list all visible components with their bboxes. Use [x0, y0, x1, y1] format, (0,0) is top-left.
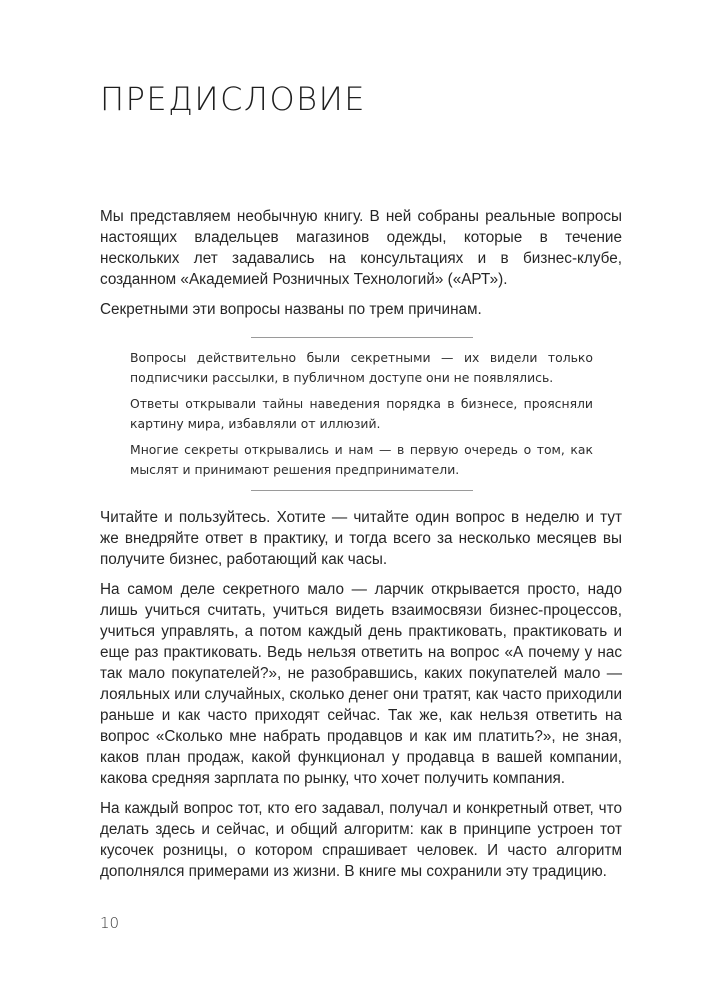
- page-number: 10: [100, 914, 120, 932]
- body-paragraph: На самом деле секретного мало — ларчик открывается просто, надо лишь учиться считать, учиться видеть взаимосвязи бизнес-процессов, учиться управлять, а потом каждый день практиковать, практиковать и еще раз практиковать. Ведь нельзя ответить на вопрос «А почему у нас так мало покупателей?», не разобравшись, каких покупателей мало — лояльных или случайных, сколько денег они тратят, как часто приходили раньше и как часто приходят сейчас. Так же, как нельзя ответить на вопрос «Сколько мне набрать продавцов и как им платить?», не зная, каков план продаж, какой функционал у продавца в вашей компании, какова средняя зарплата по рынку, что хочет получить компания.: [100, 581, 622, 787]
- callout-box: [130, 337, 593, 491]
- callout-item: Вопросы действительно были секретными — их видели только подписчики рассылки, в публичном доступе они не появлялись.: [130, 350, 593, 385]
- intro-paragraph: Мы представляем необычную книгу. В ней собраны реальные вопросы настоящих владельцев магазинов одежды, которые в течение нескольких лет задавались на консультациях и в бизнес-клубе, созданном «Академией Розничных Технологий» («АРТ»).: [100, 208, 622, 288]
- callout-item: Многие секреты открывались и нам — в первую очередь о том, как мыслят и принимают решения предприниматели.: [130, 442, 593, 477]
- callout-text: [130, 338, 593, 490]
- body-paragraph: Читайте и пользуйтесь. Хотите — читайте один вопрос в неделю и тут же внедряйте ответ в практику, и тогда всего за несколько месяцев вы получите бизнес, работающий как часы.: [100, 509, 622, 568]
- callout-item: Ответы открывали тайны наведения порядка в бизнесе, проясняли картину мира, избавляли от иллюзий.: [130, 396, 593, 431]
- page-title: ПРЕДИСЛОВИЕ: [100, 80, 366, 118]
- intro-paragraph: Секретными эти вопросы названы по трем причинам.: [100, 301, 482, 318]
- intro-section: [100, 206, 622, 329]
- main-section: [100, 507, 622, 891]
- callout-bottom-divider: [251, 490, 473, 491]
- body-paragraph: На каждый вопрос тот, кто его задавал, получал и конкретный ответ, что делать здесь и сейчас, и общий алгоритм: как в принципе устроен тот кусочек розницы, о котором спрашивает человек. И часто алгоритм дополнялся примерами из жизни. В книге мы сохранили эту традицию.: [100, 800, 622, 880]
